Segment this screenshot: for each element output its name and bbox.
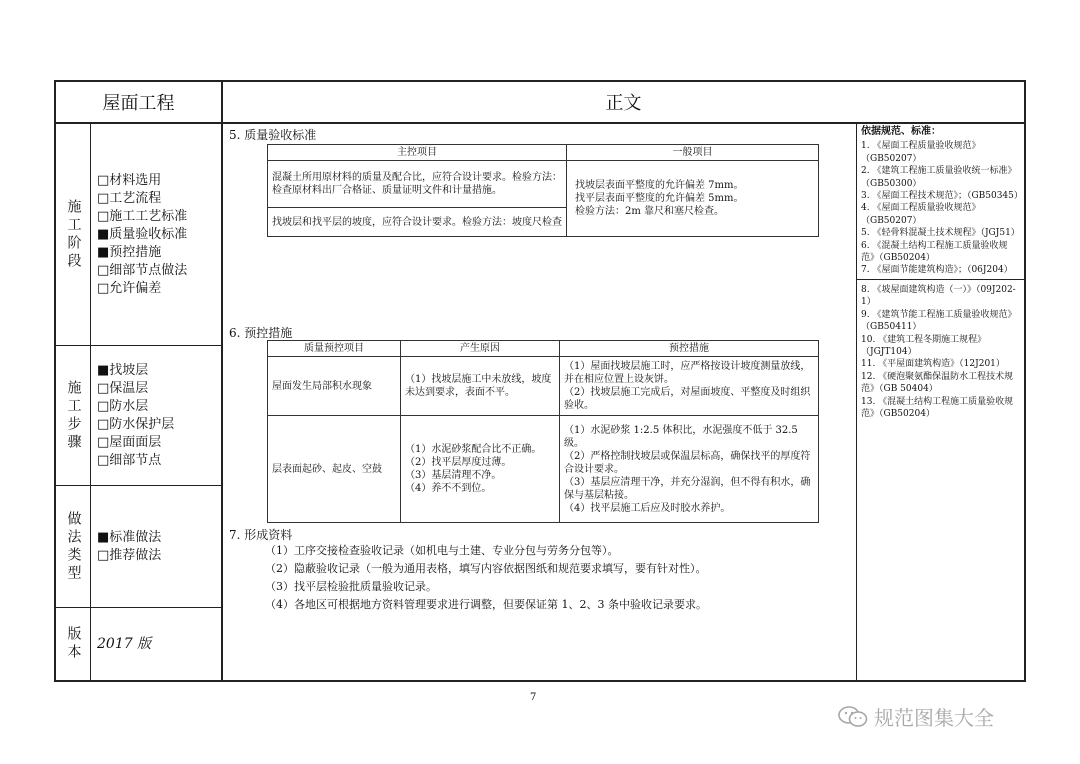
method-label — [56, 486, 91, 608]
precontrol-cause-1: （1）找坡层施工中未放线，坡度未达到要求，表面不平。 — [401, 357, 560, 416]
measure-text: （2）严格控制找坡层或保温层标高，确保找平的厚度符合设计要求。 — [564, 450, 811, 475]
method-item: ■标准做法 — [97, 529, 162, 545]
version-label — [56, 608, 91, 680]
reference-item: 2. 《建筑工程施工质量验收统一标准》（GB50300） — [861, 166, 1017, 189]
precontrol-measures-2 — [560, 416, 819, 523]
cause-text: （4）养不不到位。 — [405, 483, 492, 494]
quality-acceptance-table — [267, 144, 819, 237]
cause-text: （3）基层清理不净。 — [405, 470, 502, 481]
stage-list — [91, 124, 223, 346]
section-header-title: 屋面工程 — [56, 82, 223, 124]
step-item: ■找坡层 — [97, 362, 149, 378]
main-items-header: 主控项目 — [268, 145, 567, 161]
cause-text: （2）找平层厚度过薄。 — [405, 457, 512, 468]
main-content — [229, 124, 855, 680]
references-divider — [857, 279, 1024, 280]
content-header-title: 正文 — [223, 82, 1024, 124]
main-item-2: 找坡层和找平层的坡度，应符合设计要求。检验方法：坡度尺检查 — [268, 208, 567, 237]
stage-item: □施工工艺标准 — [97, 208, 188, 224]
reference-item: 7. 《屋面节能建筑构造》；（06J204） — [861, 265, 1013, 276]
method-list — [91, 486, 223, 608]
record-item: （4）各地区可根据地方资料管理要求进行调整，但要保证第 1、2、3 条中验收记录要求。 — [265, 598, 707, 611]
measure-text: （3）基层应清理干净，并充分湿润，但不得有积水，确保与基层粘接。 — [564, 476, 811, 501]
reference-item: 12. 《硬泡聚氨酯保温防水工程技术规范》（GB 50404） — [861, 371, 1014, 395]
watermark — [838, 702, 994, 731]
reference-item: 8. 《坡屋面建筑构造（一）》（09J202-1） — [861, 284, 1016, 308]
general-items-cell — [567, 161, 819, 237]
general-item: 找平层表面平整度的允许偏差 5mm。 — [575, 193, 744, 204]
step-item: □保温层 — [97, 380, 149, 396]
stage-item: ■质量验收标准 — [97, 226, 188, 242]
record-item: （1）工序交接检查验收记录（如机电与土建、专业分包与劳务分包等）。 — [265, 544, 619, 557]
section7-title: 7. 形成资料 — [229, 528, 293, 542]
precontrol-item-1: 屋面发生局部积水现象 — [268, 357, 401, 416]
record-item: （3）找平层检验批质量验收记录。 — [265, 580, 437, 593]
version-value-cell — [91, 608, 223, 680]
page-number: 7 — [530, 692, 537, 703]
steps-label-text: 施工步骤 — [65, 379, 82, 452]
stage-item: □工艺流程 — [97, 190, 162, 206]
stage-item: □细部节点做法 — [97, 262, 188, 278]
general-item: 找坡层表面平整度的允许偏差 7mm。 — [575, 180, 744, 191]
reference-item: 4. 《屋面工程质量验收规范》（GB50207） — [861, 203, 981, 226]
stage-label-text: 施工阶段 — [65, 198, 82, 271]
precontrol-item-2: 层表面起砂、起皮、空鼓 — [268, 416, 401, 523]
references-column — [856, 124, 1024, 680]
reference-item: 9. 《建筑节能工程施工质量验收规范》（GB50411） — [861, 309, 1017, 333]
precontrol-header-measure: 预控措施 — [560, 341, 819, 357]
step-item: □防水层 — [97, 398, 149, 414]
measure-text: （1）屋面找坡层施工时，应严格按设计坡度测量放线，并在相应位置上设灰饼。 — [564, 361, 811, 385]
reference-item: 6. 《混凝土结构工程施工质量验收规范》（GB50204） — [861, 240, 1008, 264]
reference-item: 10. 《建筑工程冬期施工规程》（JGJT104） — [861, 334, 987, 357]
stage-label — [56, 124, 91, 346]
measure-text: （2）找坡层施工完成后，对屋面坡度、平整度及时组织验收。 — [564, 387, 811, 411]
version-value: 2017 版 — [97, 636, 152, 652]
step-item: □防水保护层 — [97, 416, 175, 432]
method-label-text: 做法类型 — [65, 510, 82, 583]
main-item-1: 混凝土所用原材料的质量及配合比，应符合设计要求。检验方法：检查原材料出厂合格证、质量证明文件和计量措施。 — [268, 161, 567, 208]
page-frame — [54, 80, 1026, 682]
steps-label — [56, 346, 91, 486]
wechat-icon — [838, 706, 868, 728]
cause-text: （1）水泥砂浆配合比不正确。 — [405, 444, 542, 455]
reference-item: 3. 《屋面工程技术规范》；（GB50345） — [861, 191, 1023, 202]
records-list — [265, 542, 707, 614]
stage-item: ■预控措施 — [97, 244, 162, 260]
precontrol-header-cause: 产生原因 — [401, 341, 560, 357]
version-label-text: 版本 — [65, 626, 82, 662]
steps-list — [91, 346, 223, 486]
reference-item: 5. 《轻骨料混凝土技术规程》（JGJ51） — [861, 228, 1020, 239]
precontrol-table — [267, 340, 819, 523]
references-title: 依据规范、标准： — [861, 126, 941, 137]
reference-item: 11. 《平屋面建筑构造》（12J201） — [861, 359, 1005, 370]
watermark-text: 规范图集大全 — [874, 706, 994, 730]
general-item: 检验方法：2m 靠尺和塞尺检查。 — [575, 206, 725, 217]
precontrol-measures-1 — [560, 357, 819, 416]
reference-item: 13. 《混凝土结构工程施工质量验收规范》（GB50204） — [861, 396, 1014, 419]
measure-text: （1）水泥砂浆 1:2.5 体积比，水泥强度不低于 32.5 级。 — [564, 424, 798, 449]
precontrol-header-item: 质量预控项目 — [268, 341, 401, 357]
section6-title: 6. 预控措施 — [229, 326, 293, 340]
reference-item: 1. 《屋面工程质量验收规范》（GB50207） — [861, 141, 981, 164]
section5-title: 5. 质量验收标准 — [229, 128, 317, 142]
general-items-header: 一般项目 — [567, 145, 819, 161]
stage-item: □允许偏差 — [97, 280, 162, 296]
method-item: □推荐做法 — [97, 547, 162, 563]
precontrol-causes-2 — [401, 416, 560, 523]
record-item: （2）隐蔽验收记录（一般为通用表格，填写内容依据图纸和规范要求填写，要有针对性）。 — [265, 562, 707, 575]
step-item: □细部节点 — [97, 452, 162, 468]
measure-text: （4）找平层施工后应及时胶水养护。 — [564, 502, 731, 514]
step-item: □屋面面层 — [97, 434, 162, 450]
stage-item: □材料选用 — [97, 172, 162, 188]
